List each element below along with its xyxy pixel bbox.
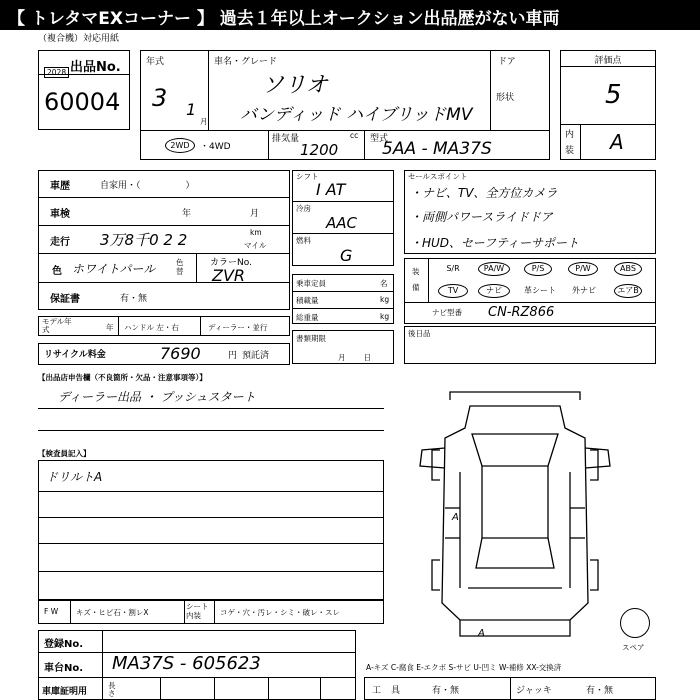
fw-label: F W — [44, 607, 59, 616]
displacement-label: 排気量 — [272, 134, 300, 144]
warranty-value: 有・無 — [120, 294, 148, 304]
seat-label: シート内装 — [186, 602, 209, 620]
dealer-label: ディーラー・並行 — [208, 323, 268, 332]
mileage-label: 走行 — [50, 237, 70, 248]
sales-point-2: ・両側パワースライドドア — [410, 210, 553, 224]
sales-points-label: セールスポイント — [408, 172, 468, 181]
color-no-value: ZVR — [212, 266, 246, 285]
recycle-value: 7690 — [160, 344, 201, 363]
shift-label: シフト — [296, 172, 319, 181]
capacity-label: 乗車定員 — [296, 279, 326, 288]
month-unit: 月 — [200, 117, 208, 126]
recycle-deposit: 預託済 — [242, 351, 270, 361]
cert-label: 車庫証明用 — [42, 687, 88, 697]
registration-label: 書類期限 — [296, 334, 326, 343]
mileage-value: 3万8千0 2 2 — [100, 231, 188, 249]
equipment-label-1: 装 — [412, 267, 420, 276]
color-change-label: 色替 — [176, 258, 184, 276]
model-label: 型式 — [370, 134, 389, 144]
sales-point-3: ・HUD、セーフティーサポート — [410, 236, 580, 250]
damage-mark-a2: A — [478, 628, 485, 639]
ac-value: AAC — [326, 214, 357, 232]
seat-text: コゲ・穴・汚レ・シミ・破レ・スレ — [220, 608, 340, 617]
registration-unit: 月日 — [338, 353, 389, 362]
damage-mark-a1: A — [452, 512, 459, 523]
equip-pw: P/W — [568, 262, 598, 276]
model-value: 5AA - MA37S — [382, 139, 492, 159]
car-history-label: 車歴 — [50, 181, 70, 192]
score-value: 5 — [605, 80, 622, 110]
interior-label-1: 内 — [565, 130, 575, 140]
lot-label: 出品No. — [70, 60, 121, 75]
inspector-value: ドリルトA — [46, 470, 103, 484]
chassis-label: 車台No. — [44, 663, 84, 674]
aftermarket-label: 後日品 — [408, 329, 431, 338]
inspection-month-unit: 月 — [250, 209, 260, 219]
grade-value: バンディッド ハイブリッドMV — [240, 105, 473, 125]
drive-4wd: ・4WD — [200, 142, 231, 152]
equip-ps: P/S — [524, 262, 552, 276]
tools-label: 工具 — [372, 686, 411, 696]
handle-label: ハンドル 左・右 — [124, 323, 179, 332]
spare-tire-icon — [620, 608, 650, 638]
damage-legend: A-キズ C-腐食 E-エクボ S-サビ U-凹ミ W-補修 XX-交換済 — [366, 663, 562, 672]
fuel-label: 燃料 — [296, 236, 311, 245]
cc-unit: cc — [350, 131, 359, 140]
navi-value: CN-RZ866 — [488, 305, 555, 320]
equip-ext-navi: 外ナビ — [572, 286, 596, 295]
ac-label: 冷房 — [296, 204, 311, 213]
car-damage-diagram — [410, 388, 620, 650]
recycle-unit: 円 — [228, 351, 238, 361]
multifunction-note: （複合機）対応用紙 — [38, 34, 120, 44]
load-unit: kg — [380, 295, 390, 304]
lot-year: 2028 — [44, 67, 69, 78]
equip-abs: ABS — [614, 262, 642, 276]
lot-number: 60004 — [44, 88, 121, 116]
jack-label: ジャッキ — [516, 686, 552, 696]
inspection-year-unit: 年 — [182, 209, 192, 219]
drive-2wd: 2WD — [165, 138, 195, 153]
interior-label-2: 装 — [565, 146, 575, 156]
equip-navi: ナビ — [478, 284, 510, 298]
mile-unit: マイル — [244, 241, 267, 250]
shift-value: I AT — [316, 180, 346, 199]
color-value: ホワイトパール — [72, 262, 156, 276]
model-year-unit: 年 — [106, 323, 114, 332]
fw-text: キズ・ヒビ石・割レX — [76, 608, 149, 617]
year-label: 年式 — [146, 57, 165, 67]
banner-title: 【 トレタマEXコーナー 】 過去１年以上オークション出品歴がない車両 — [8, 9, 560, 29]
equip-paw: PA/W — [478, 262, 510, 276]
inspector-label: 【検査員記入】 — [38, 449, 91, 458]
equip-airbag: エアB — [614, 284, 642, 298]
gross-label: 総重量 — [296, 313, 319, 322]
equip-tv: TV — [438, 284, 468, 298]
door-label: ドア — [498, 57, 516, 67]
recycle-label: リサイクル料金 — [44, 350, 106, 360]
year-value: 3 — [152, 84, 168, 112]
equipment-label-2: 備 — [412, 283, 420, 292]
gross-unit: kg — [380, 312, 390, 321]
equip-leather: 革シート — [524, 286, 556, 295]
sales-point-1: ・ナビ、TV、全方位カメラ — [410, 186, 558, 200]
km-unit: km — [250, 228, 262, 237]
interior-value: A — [610, 130, 624, 154]
navi-label: ナビ型番 — [432, 308, 462, 317]
shape-label: 形状 — [496, 93, 515, 103]
reg-no-label: 登録No. — [44, 639, 84, 650]
capacity-unit: 名 — [380, 279, 388, 288]
score-label: 評価点 — [594, 56, 622, 66]
color-no-label: カラーNo. — [210, 258, 252, 268]
name-grade-label: 車名・グレード — [214, 57, 278, 67]
model-year-label: モデル年式 — [42, 317, 72, 334]
year-month: 1 — [186, 100, 197, 119]
jack-value: 有・無 — [586, 686, 614, 696]
fuel-value: G — [340, 246, 353, 265]
seller-notes-value: ディーラー出品 ・ プッシュスタート — [58, 390, 256, 404]
inspection-label: 車検 — [50, 209, 70, 220]
warranty-label: 保証書 — [50, 294, 80, 305]
seller-notes-label: 【出品店申告欄（不良箇所・欠品・注意事項等）】 — [38, 373, 207, 382]
displacement-value: 1200 — [300, 141, 339, 159]
cert-height: 長さ — [108, 681, 116, 698]
equip-sr: S/R — [446, 264, 460, 273]
chassis-value: MA37S - 605623 — [112, 653, 261, 674]
car-history-value: 自家用・（ ） — [100, 181, 195, 191]
load-label: 積載量 — [296, 296, 319, 305]
tools-value: 有・無 — [432, 686, 460, 696]
aftermarket-block — [404, 326, 656, 364]
spare-label: スペア — [622, 643, 645, 652]
color-label: 色 — [52, 266, 62, 277]
name-value: ソリオ — [262, 73, 328, 98]
